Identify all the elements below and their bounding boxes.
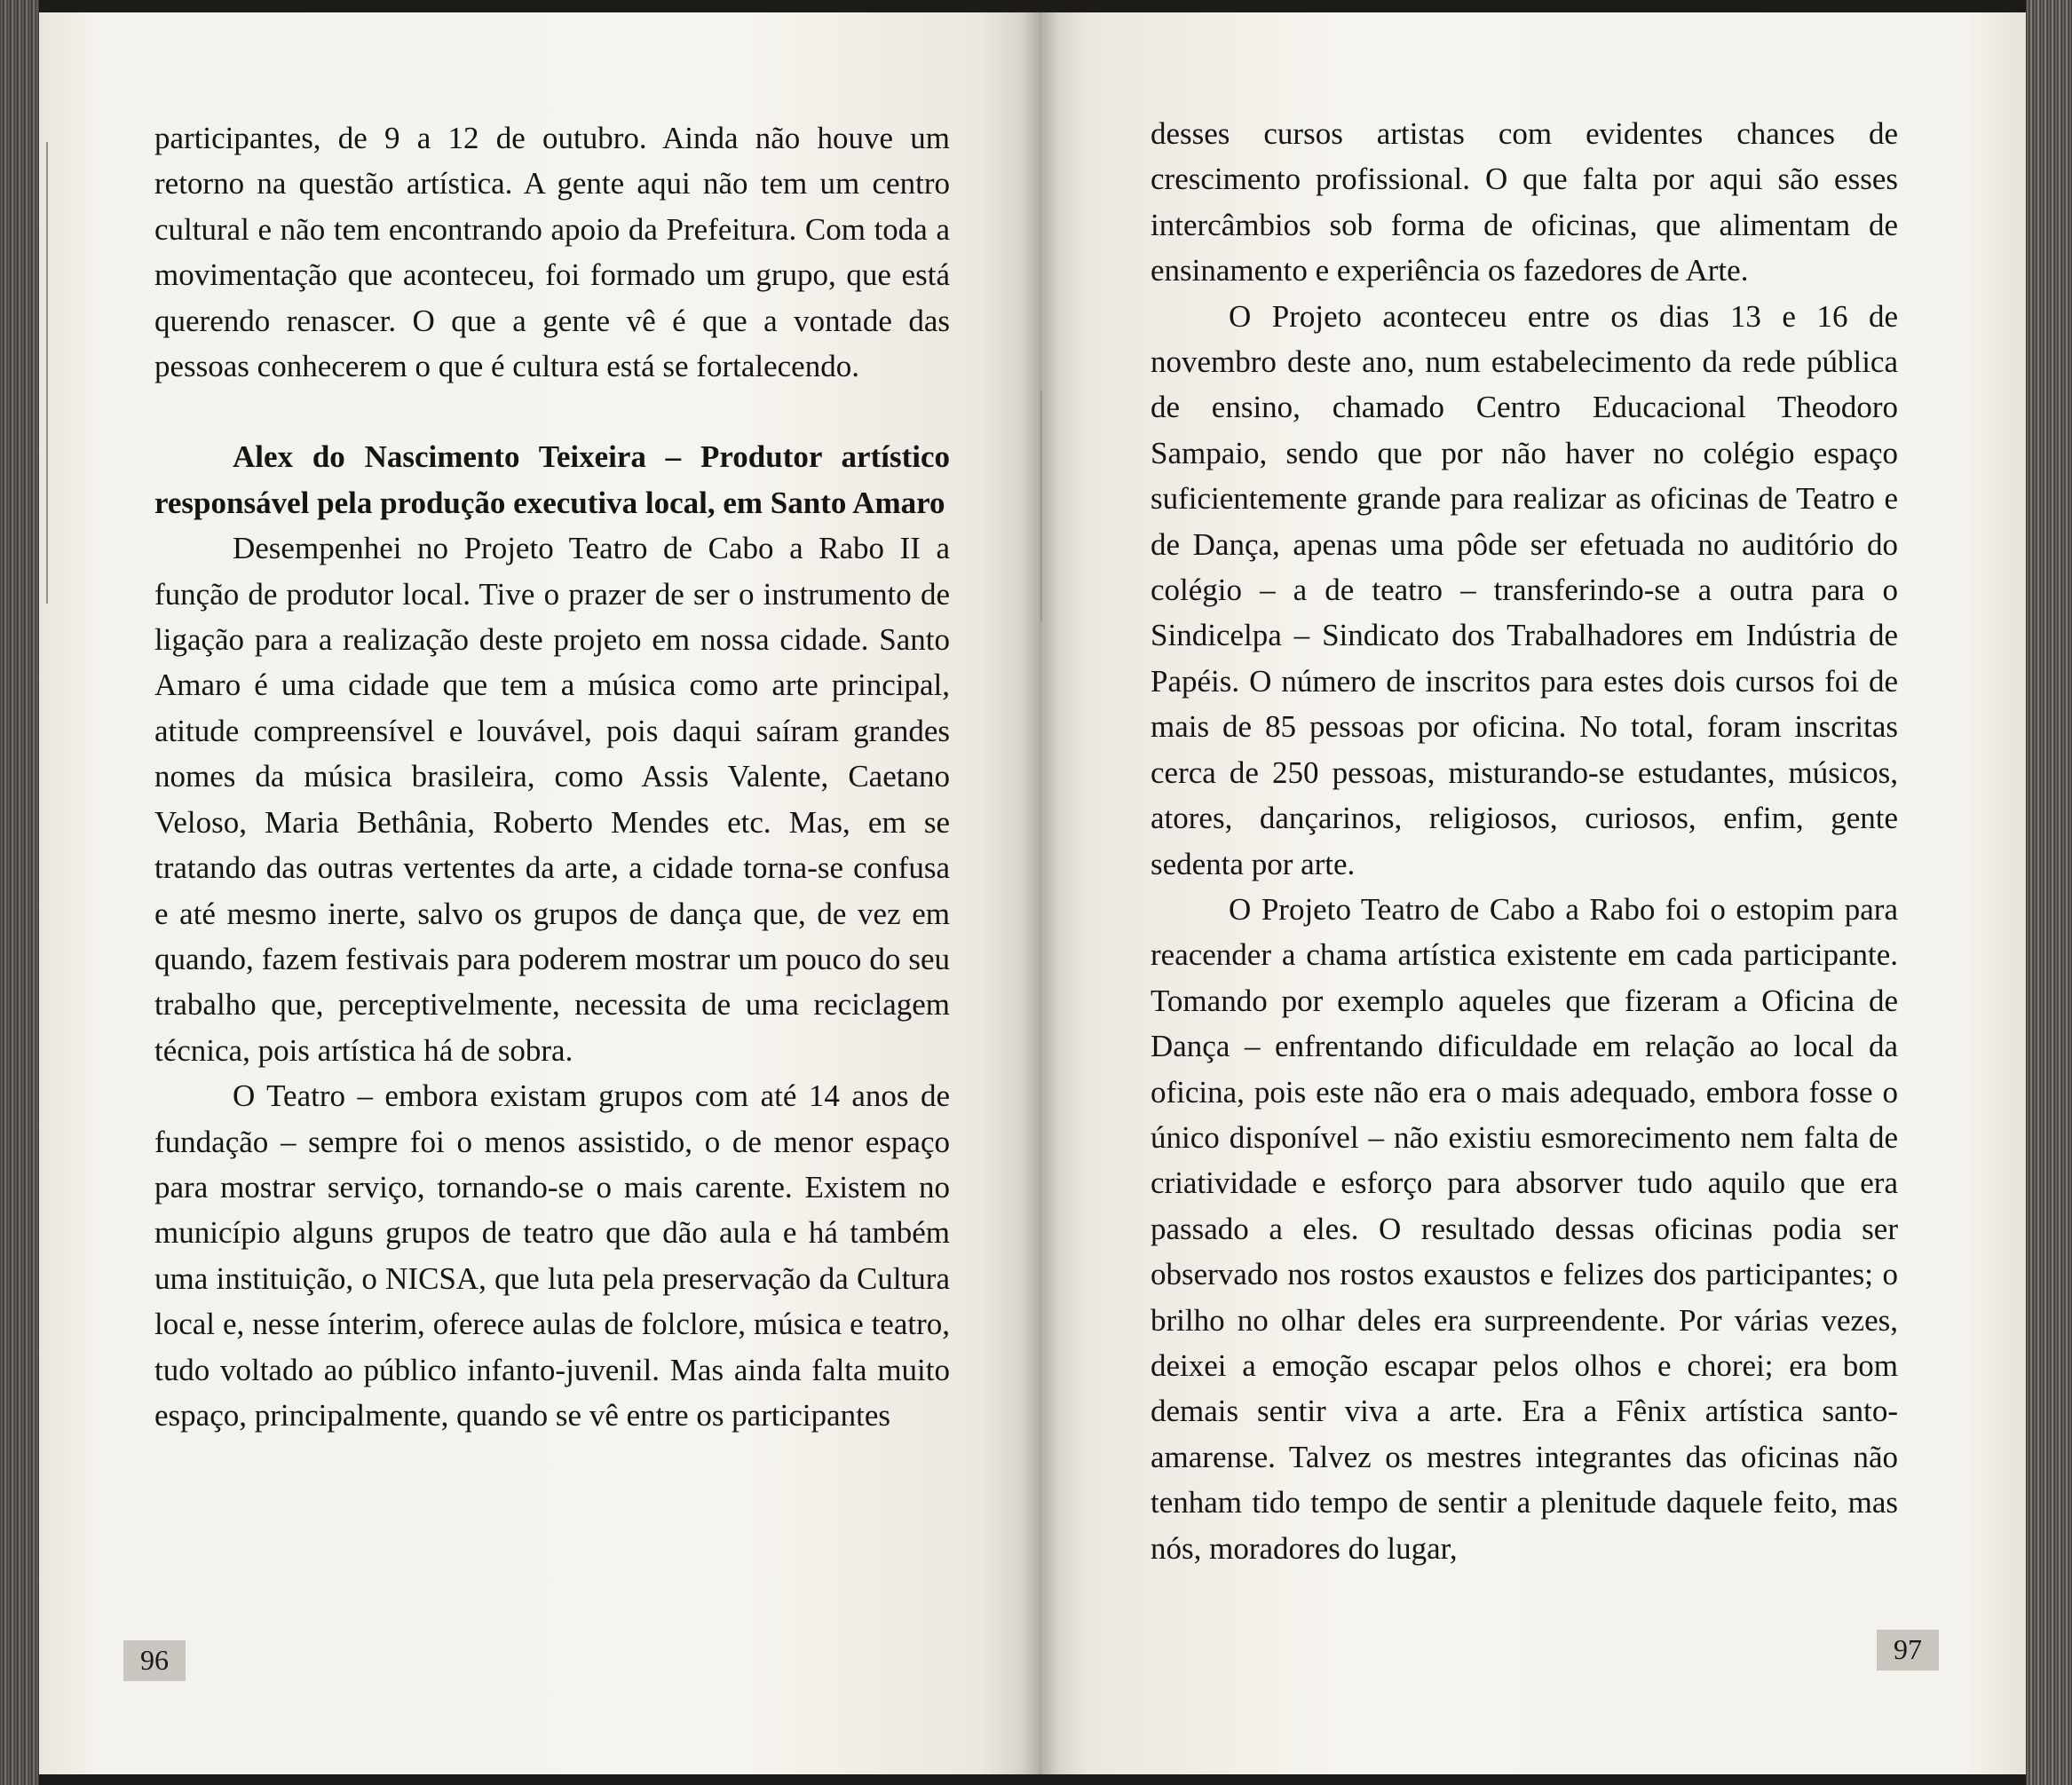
paragraph: O Teatro – embora existam grupos com até 14 anos de fundação – sempre foi o menos assistido, o de menor espaço para mostrar serviço, tornando-se o mais carente. Existem no município alguns grupos de teatro que dão aula e há também uma instituição, o NICSA, que luta pela preservação da Cultura local e, nesse ínterim, oferece aulas de folclore, música e teatro, tudo voltado ao público infanto-juvenil. Mas ainda falta muito espaço, principalmente, quando se vê entre os participantes: [154, 1078, 950, 1433]
page-number-right: 97: [1877, 1630, 1939, 1670]
paragraph: O Projeto Teatro de Cabo a Rabo foi o estopim para reacender a chama artística existente em cada participante. Tomando por exemplo aqueles que fizeram a Oficina de Dança – enfrentando dificuldade em relação ao local da oficina, pois este não era o mais adequado, embora fosse o único disponível – não existiu esmorecimento nem falta de criatividade e esforço para absorver tudo aquilo que era passado a eles. O resultado dessas oficinas podia ser observado nos rostos exaustos e felizes dos participantes; o brilho no olhar deles era surpreendente. Por várias vezes, deixei a emoção escapar pelos olhos e chorei; era bom demais sentir viva a arte. Era a Fênix artística santo-amarense. Talvez os mestres integrantes das oficinas não tenham tido tempo de sentir a plenitude daquele feito, mas nós, moradores do lugar,: [1151, 891, 1898, 1566]
section-heading: Alex do Nascimento Teixeira – Produtor artístico responsável pela produção executiva local, em Santo Amaro: [154, 439, 950, 520]
gutter-mark: [1040, 391, 1042, 621]
paragraph: participantes, de 9 a 12 de outubro. Ainda não houve um retorno na questão artística. A gente aqui não tem um centro cultural e não tem encontrando apoio da Prefeitura. Com toda a movimentação que aconteceu, foi formado um grupo, que está querendo renascer. O que a gente vê é que a vontade das pessoas conhecerem o que é cultura está se fortalecendo.: [154, 121, 950, 384]
right-page-text: [1151, 111, 1898, 1571]
margin-mark: [46, 142, 48, 604]
book-edge-left: [0, 0, 39, 1785]
left-page-text: [154, 115, 950, 1438]
paragraph: O Projeto aconteceu entre os dias 13 e 16 de novembro deste ano, num estabelecimento da rede pública de ensino, chamado Centro Educacional Theodoro Sampaio, sendo que por não haver no colégio espaço suficientemente grande para realizar as oficinas de Teatro e de Dança, apenas uma pôde ser efetuada no auditório do colégio – a de teatro – transferindo-se a outra para o Sindicelpa – Sindicato dos Trabalhadores em Indústria de Papéis. O número de inscritos para estes dois cursos foi de mais de 85 pessoas por oficina. No total, foram inscritas cerca de 250 pessoas, misturando-se estudantes, músicos, atores, dançarinos, religiosos, curiosos, enfim, gente sedenta por arte.: [1151, 298, 1898, 881]
section-heading-block: [154, 434, 950, 525]
book-edge-right: [2026, 0, 2072, 1785]
page-number-left: 96: [123, 1640, 186, 1681]
paragraph: desses cursos artistas com evidentes chances de crescimento profissional. O que falta por aqui são esses intercâmbios sob forma de oficinas, que alimentam de ensinamento e experiência os fazedores de Arte.: [1151, 116, 1898, 288]
paragraph: Desempenhei no Projeto Teatro de Cabo a Rabo II a função de produtor local. Tive o prazer de ser o instrumento de ligação para a realização deste projeto em nossa cidade. Santo Amaro é uma cidade que tem a música como arte principal, atitude compreensível e louvável, pois daqui saíram grandes nomes da música brasileira, como Assis Valente, Caetano Veloso, Maria Bethânia, Roberto Mendes etc. Mas, em se tratando das outras vertentes da arte, a cidade torna-se confusa e até mesmo inerte, salvo os grupos de dança que, de vez em quando, fazem festivais para poderem mostrar um pouco do seu trabalho que, perceptivelmente, necessita de uma reciclagem técnica, pois artística há de sobra.: [154, 531, 950, 1068]
